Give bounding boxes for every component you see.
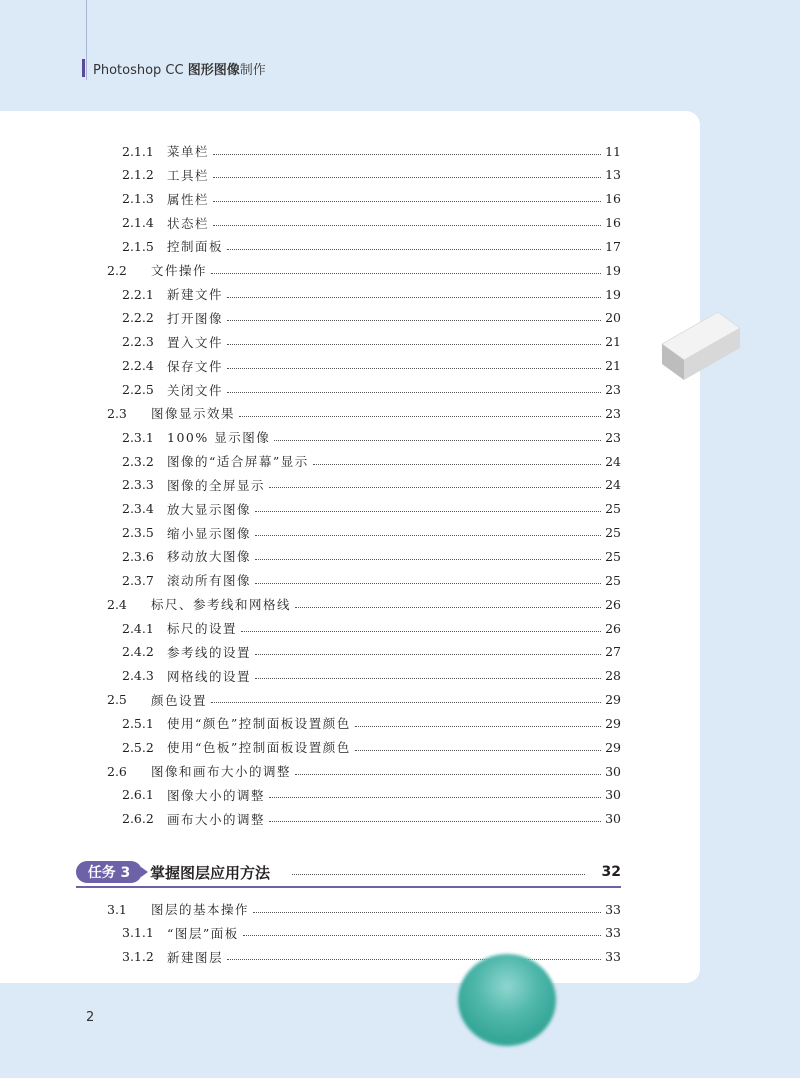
header-text-bold: 图形图像 [187, 62, 240, 78]
toc-page: 21 [605, 358, 621, 374]
toc-number: 2.6.2 [122, 811, 154, 827]
toc-number: 2.2.3 [122, 334, 154, 350]
toc-leader-dots [239, 416, 601, 417]
toc-subsection-row[interactable] [122, 427, 621, 447]
toc-page: 29 [605, 692, 621, 708]
header-text-en: Photoshop CC [93, 62, 188, 78]
toc-page: 33 [605, 925, 621, 941]
toc-leader-dots [355, 750, 601, 751]
toc-subsection-row[interactable] [122, 785, 621, 805]
toc-number: 2.1.3 [122, 191, 154, 207]
toc-page: 16 [605, 215, 621, 231]
toc-subsection-row[interactable] [122, 642, 621, 662]
toc-section-row[interactable] [107, 899, 621, 919]
toc-page: 29 [605, 739, 621, 755]
toc-leader-dots [227, 344, 601, 345]
toc-title: 使用“颜色”控制面板设置颜色 [167, 716, 351, 732]
toc-section-row[interactable] [107, 403, 621, 423]
toc-page: 25 [605, 572, 621, 588]
toc-leader-dots [313, 464, 601, 465]
task-heading[interactable] [76, 859, 621, 889]
toc-page: 30 [605, 811, 621, 827]
toc-page: 25 [605, 548, 621, 564]
toc-page: 13 [605, 167, 621, 183]
toc-leader-dots [213, 225, 601, 226]
toc-subsection-row[interactable] [122, 499, 621, 519]
toc-leader-dots [241, 631, 601, 632]
gray-block-decoration [660, 306, 742, 382]
task-badge-label: 任务 3 [87, 865, 131, 881]
toc-page: 26 [605, 620, 621, 636]
toc-title: 颜色设置 [151, 692, 208, 708]
task-underline [76, 886, 621, 888]
toc-title: 图像的“适合屏幕”显示 [167, 454, 309, 470]
toc-title: 保存文件 [167, 358, 224, 374]
toc-subsection-row[interactable] [122, 213, 621, 233]
toc-leader-dots [355, 726, 601, 727]
toc-section-row[interactable] [107, 690, 621, 710]
toc-page: 19 [605, 286, 621, 302]
toc-number: 2.2 [107, 262, 127, 278]
running-header [82, 58, 266, 78]
toc-number: 3.1.2 [122, 949, 154, 965]
toc-number: 2.3.1 [122, 429, 154, 445]
toc-leader-dots [227, 297, 601, 298]
toc-number: 2.3.3 [122, 477, 154, 493]
task-badge [76, 861, 142, 883]
toc-page: 19 [605, 262, 621, 278]
toc-subsection-row[interactable] [122, 618, 621, 638]
toc-card [0, 111, 700, 983]
toc-subsection-row[interactable] [122, 666, 621, 686]
toc-title: 新建文件 [167, 287, 224, 303]
toc-page: 23 [605, 382, 621, 397]
toc-number: 2.6 [107, 763, 127, 779]
toc-leader-dots [295, 607, 601, 608]
toc-page: 17 [605, 238, 621, 254]
toc-number: 2.3.7 [122, 572, 154, 588]
toc-subsection-row[interactable] [122, 947, 621, 967]
toc-number: 2.1.1 [122, 143, 154, 159]
toc-leader-dots [213, 154, 601, 155]
toc-leader-dots [255, 511, 601, 512]
toc-title: 放大显示图像 [167, 501, 252, 517]
toc-leader-dots [227, 320, 601, 321]
toc-page: 27 [605, 644, 621, 660]
toc-title: 菜单栏 [167, 144, 210, 159]
toc-title: 打开图像 [167, 310, 224, 326]
toc-section-row[interactable] [107, 761, 621, 781]
toc-subsection-row[interactable] [122, 923, 621, 943]
toc-title: 网格线的设置 [167, 668, 252, 684]
toc-page: 23 [605, 405, 621, 421]
toc-title: 画布大小的调整 [167, 811, 266, 827]
toc-leader-dots [243, 935, 601, 936]
toc-page: 16 [605, 191, 621, 207]
toc-leader-dots [227, 959, 601, 960]
toc-leader-dots [211, 702, 601, 703]
toc-number: 2.3.6 [122, 548, 154, 564]
toc-subsection-row[interactable] [122, 284, 621, 304]
toc-subsection-row[interactable] [122, 809, 621, 829]
toc-subsection-row[interactable] [122, 141, 621, 161]
toc-subsection-row[interactable] [122, 475, 621, 495]
toc-section-row[interactable] [107, 260, 621, 280]
toc-title: 缩小显示图像 [167, 525, 252, 541]
toc-page: 25 [605, 501, 621, 517]
toc-page: 21 [605, 334, 621, 350]
toc-subsection-row[interactable] [122, 380, 621, 400]
toc-title: 控制面板 [167, 239, 224, 255]
toc-title: 置入文件 [167, 334, 224, 350]
header-text-rest: 制作 [239, 62, 266, 78]
toc-leader-dots [213, 201, 601, 202]
toc-leader-dots [269, 797, 601, 798]
toc-number: 2.5.2 [122, 739, 154, 755]
toc-number: 2.2.5 [122, 382, 154, 397]
badge-arrow-icon [141, 867, 148, 877]
toc-leader-dots [227, 368, 601, 369]
toc-number: 2.5.1 [122, 715, 154, 731]
toc-title: 移动放大图像 [167, 549, 252, 565]
toc-subsection-row[interactable] [122, 713, 621, 733]
header-text [93, 59, 266, 78]
toc-page: 25 [605, 525, 621, 541]
toc-number: 2.3.4 [122, 501, 154, 517]
toc-number: 2.1.2 [122, 167, 154, 183]
toc-subsection-row[interactable] [122, 332, 621, 352]
toc-title: “图层”面板 [167, 925, 239, 941]
toc-title: 状态栏 [167, 215, 210, 231]
toc-subsection-row[interactable] [122, 189, 621, 209]
toc-title: 滚动所有图像 [167, 573, 252, 589]
toc-title: 新建图层 [167, 949, 224, 965]
page-number: 2 [86, 1010, 95, 1025]
toc-number: 2.5 [107, 692, 127, 708]
toc-number: 2.4.1 [122, 620, 154, 636]
toc-leader-dots [269, 821, 601, 822]
toc-leader-dots [255, 535, 601, 536]
toc-title: 工具栏 [167, 167, 210, 183]
toc-title: 使用“色板”控制面板设置颜色 [167, 740, 351, 756]
toc-leader-dots [227, 392, 601, 393]
toc-subsection-row[interactable] [122, 546, 621, 566]
toc-page: 26 [605, 596, 621, 612]
toc-subsection-row[interactable] [122, 523, 621, 543]
toc-title: 标尺、参考线和网格线 [151, 597, 292, 613]
toc-number: 2.4.3 [122, 668, 154, 684]
toc-leader-dots [274, 440, 601, 441]
toc-leader-dots [269, 487, 601, 488]
task-title: 掌握图层应用方法 [150, 863, 271, 882]
toc-title: 文件操作 [151, 263, 208, 279]
toc-subsection-row[interactable] [122, 356, 621, 376]
toc-page: 24 [605, 477, 621, 493]
toc-number: 2.6.1 [122, 787, 154, 803]
toc-leader-dots [255, 559, 601, 560]
toc-leader-dots [227, 249, 601, 250]
toc-page: 29 [605, 715, 621, 731]
toc-leader-dots [213, 177, 601, 178]
toc-number: 2.4.2 [122, 644, 154, 660]
toc-title: 图像的全屏显示 [167, 477, 266, 493]
toc-title: 图像和画布大小的调整 [151, 764, 292, 780]
toc-page: 24 [605, 453, 621, 469]
toc-leader-dots [255, 654, 601, 655]
toc-title: 100% 显示图像 [167, 430, 271, 446]
toc-page: 30 [605, 787, 621, 803]
toc-leader-dots [255, 583, 601, 584]
header-marker [82, 59, 85, 77]
teal-sphere-decoration [458, 954, 556, 1046]
task-leader-dots [292, 874, 585, 875]
toc-number: 2.3.5 [122, 525, 154, 541]
toc-title: 图层的基本操作 [151, 902, 250, 917]
toc-title: 标尺的设置 [167, 621, 238, 636]
toc-number: 2.4 [107, 596, 127, 612]
toc-subsection-row[interactable] [122, 737, 621, 757]
toc-subsection-row[interactable] [122, 570, 621, 590]
toc-title: 属性栏 [167, 191, 210, 207]
toc-page: 11 [605, 143, 621, 159]
toc-page: 33 [605, 901, 621, 917]
toc-number: 2.1.4 [122, 215, 154, 231]
toc-number: 2.2.1 [122, 286, 154, 302]
toc-section-row[interactable] [107, 594, 621, 614]
toc-leader-dots [253, 912, 601, 913]
toc-page: 30 [605, 763, 621, 779]
toc-page: 28 [605, 668, 621, 684]
toc-subsection-row[interactable] [122, 165, 621, 185]
toc-subsection-row[interactable] [122, 451, 621, 471]
task-page: 32 [601, 864, 621, 880]
toc-page: 20 [605, 310, 621, 326]
toc-page: 33 [605, 949, 621, 965]
toc-number: 2.1.5 [122, 238, 154, 254]
toc-number: 2.2.2 [122, 310, 154, 326]
toc-title: 图像大小的调整 [167, 787, 266, 803]
toc-subsection-row[interactable] [122, 308, 621, 328]
toc-number: 2.3.2 [122, 453, 154, 469]
toc-leader-dots [255, 678, 601, 679]
toc-leader-dots [211, 273, 601, 274]
toc-title: 图像显示效果 [151, 406, 236, 422]
toc-number: 2.2.4 [122, 358, 154, 374]
toc-leader-dots [295, 774, 601, 775]
toc-title: 关闭文件 [167, 382, 224, 398]
toc-number: 2.3 [107, 405, 127, 421]
toc-subsection-row[interactable] [122, 236, 621, 256]
toc-number: 3.1.1 [122, 925, 154, 941]
toc-page: 23 [605, 429, 621, 445]
toc-number: 3.1 [107, 901, 127, 917]
toc-title: 参考线的设置 [167, 644, 252, 660]
